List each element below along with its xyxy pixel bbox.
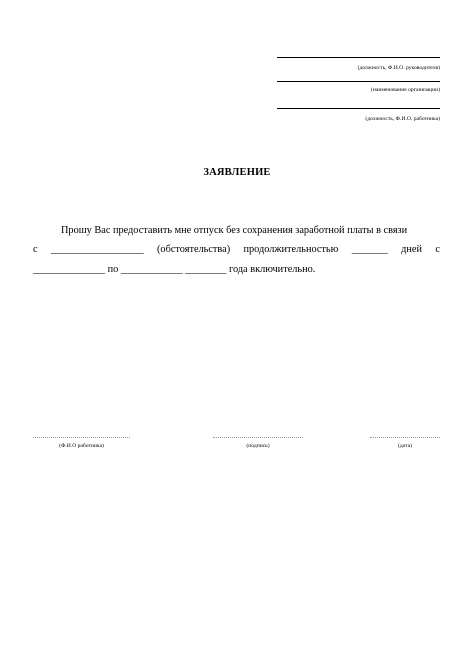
body-word: дней: [401, 244, 422, 255]
body-word: (обстоятельства): [157, 244, 231, 255]
signature-line-sign: [213, 437, 303, 438]
body-word: продолжительностью: [243, 244, 339, 255]
header-line-employee: [277, 108, 440, 109]
document-title: ЗАЯВЛЕНИЕ: [203, 167, 271, 178]
signature-line-date: [370, 437, 440, 438]
body-line-2: [33, 243, 440, 256]
signature-caption-name: (Ф.И.О работника): [59, 443, 104, 449]
body-line-3: ______________ по ____________ ________ года включительно.: [33, 264, 316, 275]
signature-caption-date: (дата): [398, 443, 412, 449]
header-caption-employee: (должность, Ф.И.О. работника): [365, 116, 440, 122]
signature-caption-sign: (подпись): [246, 443, 270, 449]
days-blank: _______: [351, 244, 388, 255]
header-caption-manager: (должность, Ф.И.О. руководителя): [357, 65, 440, 71]
header-caption-organization: (наименование организации): [371, 87, 440, 93]
body-word: с: [33, 244, 38, 255]
header-line-manager: [277, 57, 440, 58]
circumstance-blank: __________________: [50, 244, 144, 255]
signature-line-name: [33, 437, 130, 438]
body-word: с: [435, 244, 440, 255]
header-line-organization: [277, 81, 440, 82]
body-line-1: Прошу Вас предоставить мне отпуск без сохранения заработной платы в связи: [61, 225, 408, 236]
